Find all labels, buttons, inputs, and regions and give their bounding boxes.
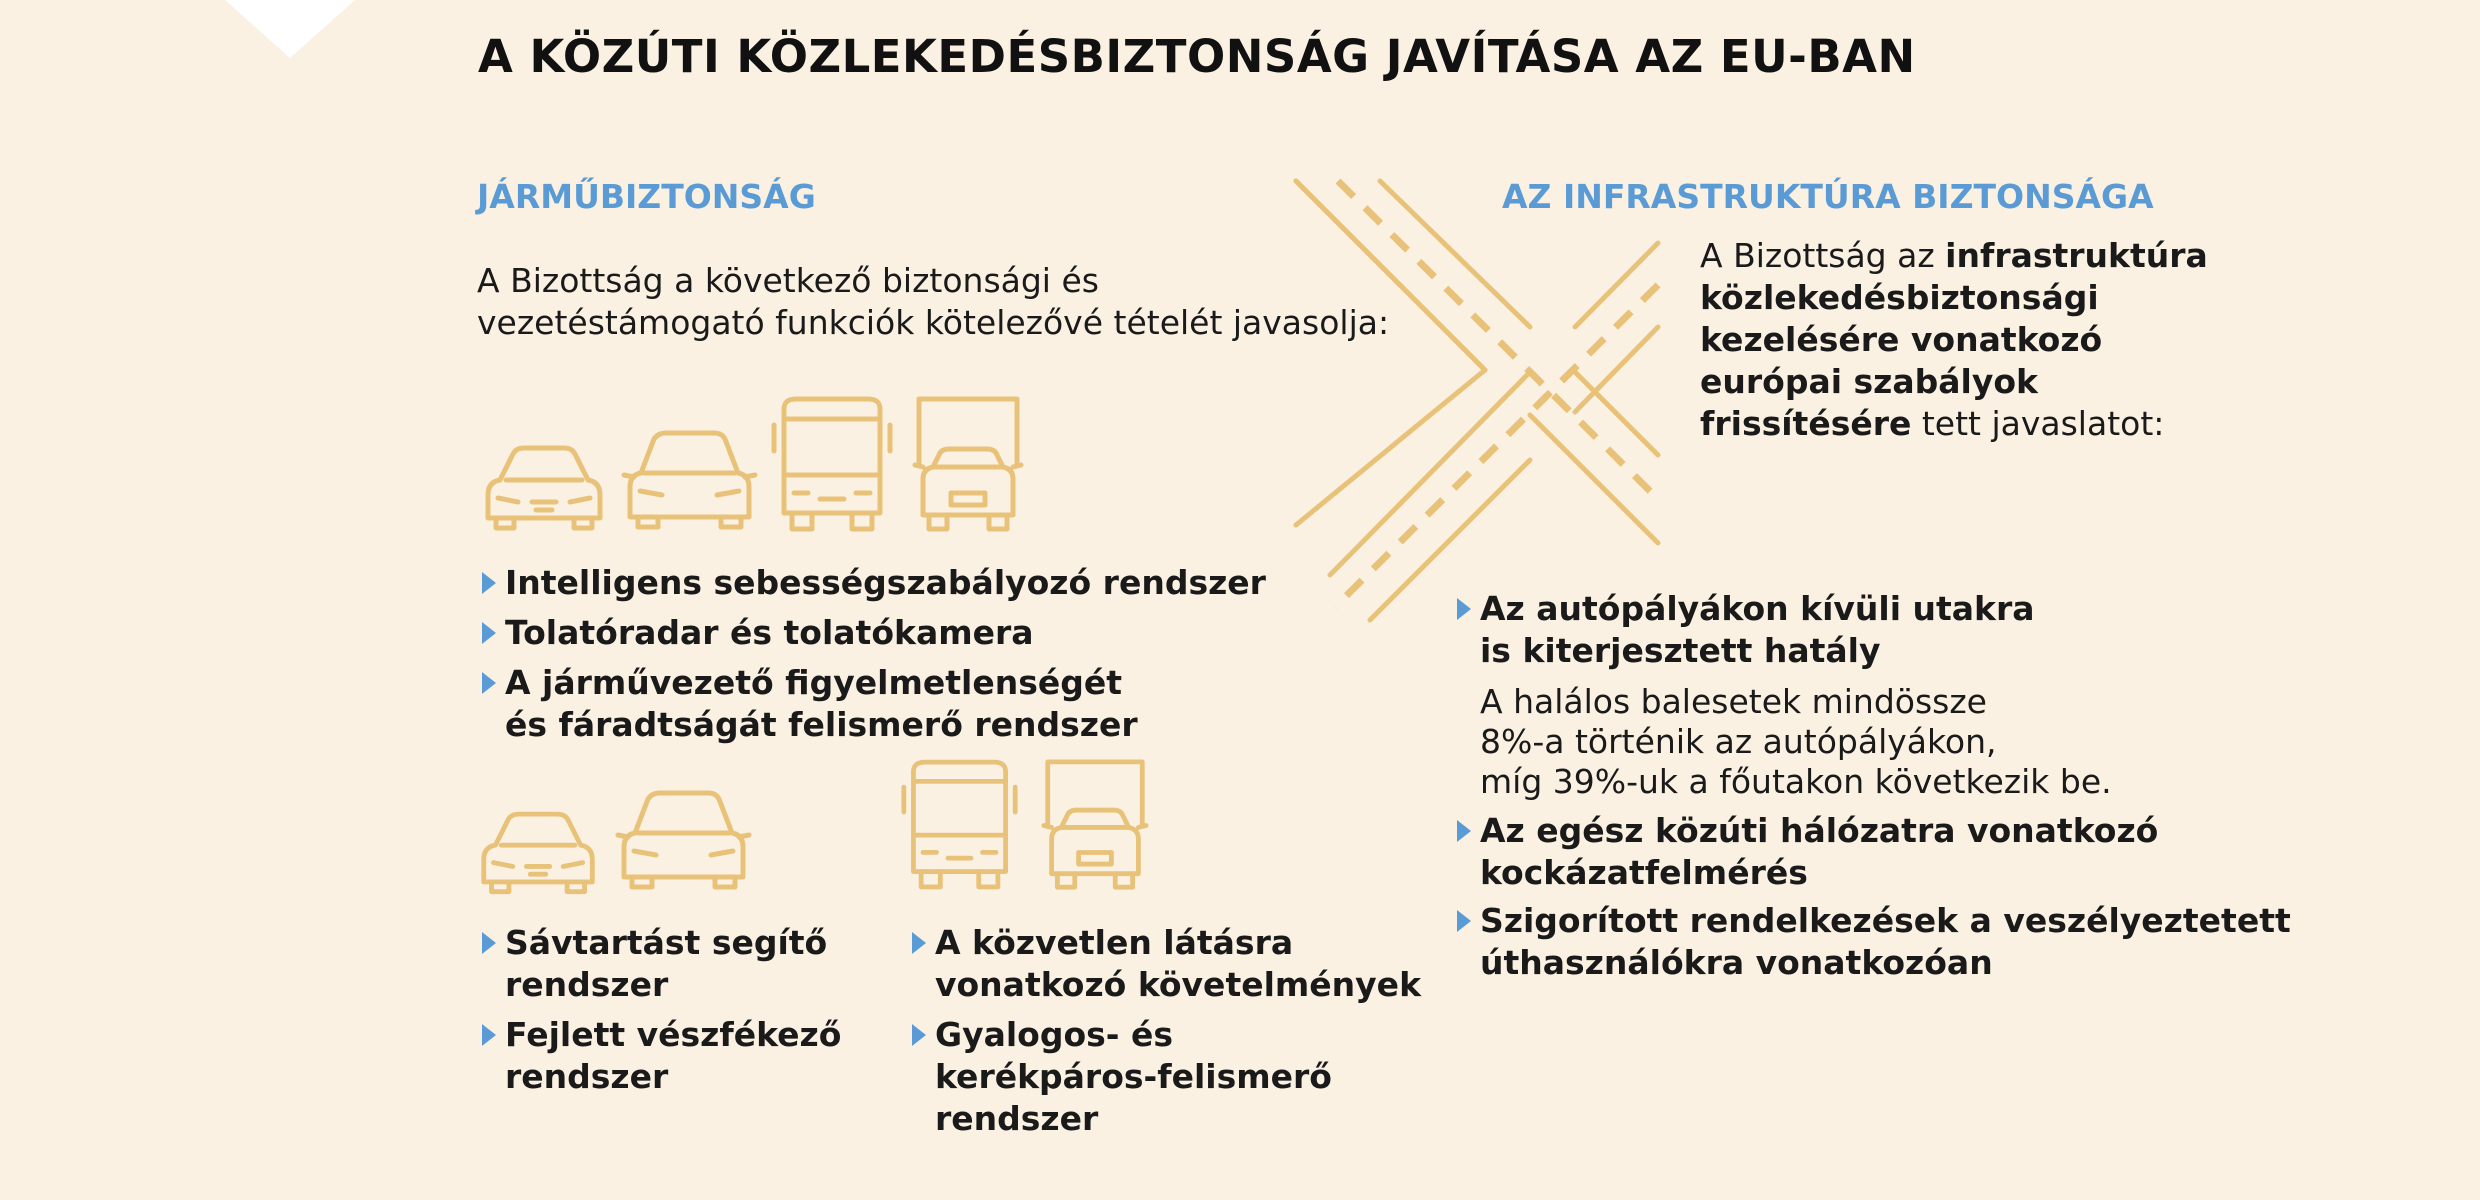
page-title: A KÖZÚTI KÖZLEKEDÉSBIZTONSÁG JAVÍTÁSA AZ EU-BAN — [478, 30, 1916, 83]
list-item: A közvetlen látásra vonatkozó követelmények — [907, 922, 1421, 1006]
intro-line: A Bizottság a következő biztonsági és — [477, 261, 1099, 300]
vehicle-safety-intro — [477, 260, 1389, 344]
bullet-triangle-icon — [1457, 910, 1471, 932]
bus-icon — [900, 758, 1020, 893]
infrastructure-items-list — [1452, 588, 2291, 990]
bullet-triangle-icon — [482, 572, 496, 594]
vehicle-safety-heading: JÁRMŰBIZTONSÁG — [477, 177, 816, 216]
bullet-triangle-icon — [1457, 598, 1471, 620]
list-item: Szigorított rendelkezések a veszélyeztetett úthasználókra vonatkozóan — [1452, 900, 2291, 984]
bullet-triangle-icon — [912, 1024, 926, 1046]
list-item: A járművezető figyelmetlenségét és fáradtságát felismerő rendszer — [477, 662, 1266, 746]
crossroads-icon — [1290, 175, 1660, 625]
corner-decoration — [225, 0, 355, 60]
truck-icon — [913, 395, 1023, 535]
list-item: Az autópályákon kívüli utakra is kiterjesztett hatály A halálos balesetek mindössze 8%-a történik az autópályákon, míg 39%-uk a főutakon következik be. — [1452, 588, 2291, 802]
list-item: Tolatóradar és tolatókamera — [477, 612, 1266, 654]
intro-line: vezetéstámogató funkciók kötelezővé tételét javasolja: — [477, 303, 1390, 342]
list-item: Sávtartást segítő rendszer — [477, 922, 841, 1006]
list-item: Fejlett vészfékező rendszer — [477, 1014, 841, 1098]
car-icon — [616, 785, 751, 890]
infrastructure-intro: A Bizottság az infrastruktúra közlekedésbiztonsági kezelésére vonatkozó európai szabályok frissítésére tett javaslatot: — [1700, 236, 2208, 443]
bullet-triangle-icon — [482, 672, 496, 694]
list-item: Intelligens sebességszabályozó rendszer — [477, 562, 1266, 604]
bullet-triangle-icon — [482, 1024, 496, 1046]
bullet-triangle-icon — [1457, 820, 1471, 842]
list-item: Gyalogos- és kerékpáros-felismerő rendszer — [907, 1014, 1421, 1140]
list-item: Az egész közúti hálózatra vonatkozó kockázatfelmérés — [1452, 810, 2291, 894]
features-heavy-vehicles-list — [907, 922, 1421, 1148]
fatality-note: A halálos balesetek mindössze 8%-a történik az autópályákon, míg 39%-uk a főutakon következik be. — [1480, 682, 2112, 801]
features-cars-list — [477, 922, 841, 1106]
features-all-vehicles-list — [477, 562, 1266, 754]
bullet-triangle-icon — [912, 932, 926, 954]
car-icon — [480, 440, 610, 530]
infrastructure-heading: AZ INFRASTRUKTÚRA BIZTONSÁGA — [1502, 177, 2154, 216]
car-icon — [622, 425, 757, 530]
truck-icon — [1040, 758, 1150, 893]
bullet-triangle-icon — [482, 622, 496, 644]
car-icon — [476, 805, 602, 895]
bullet-triangle-icon — [482, 932, 496, 954]
bus-icon — [770, 395, 895, 535]
